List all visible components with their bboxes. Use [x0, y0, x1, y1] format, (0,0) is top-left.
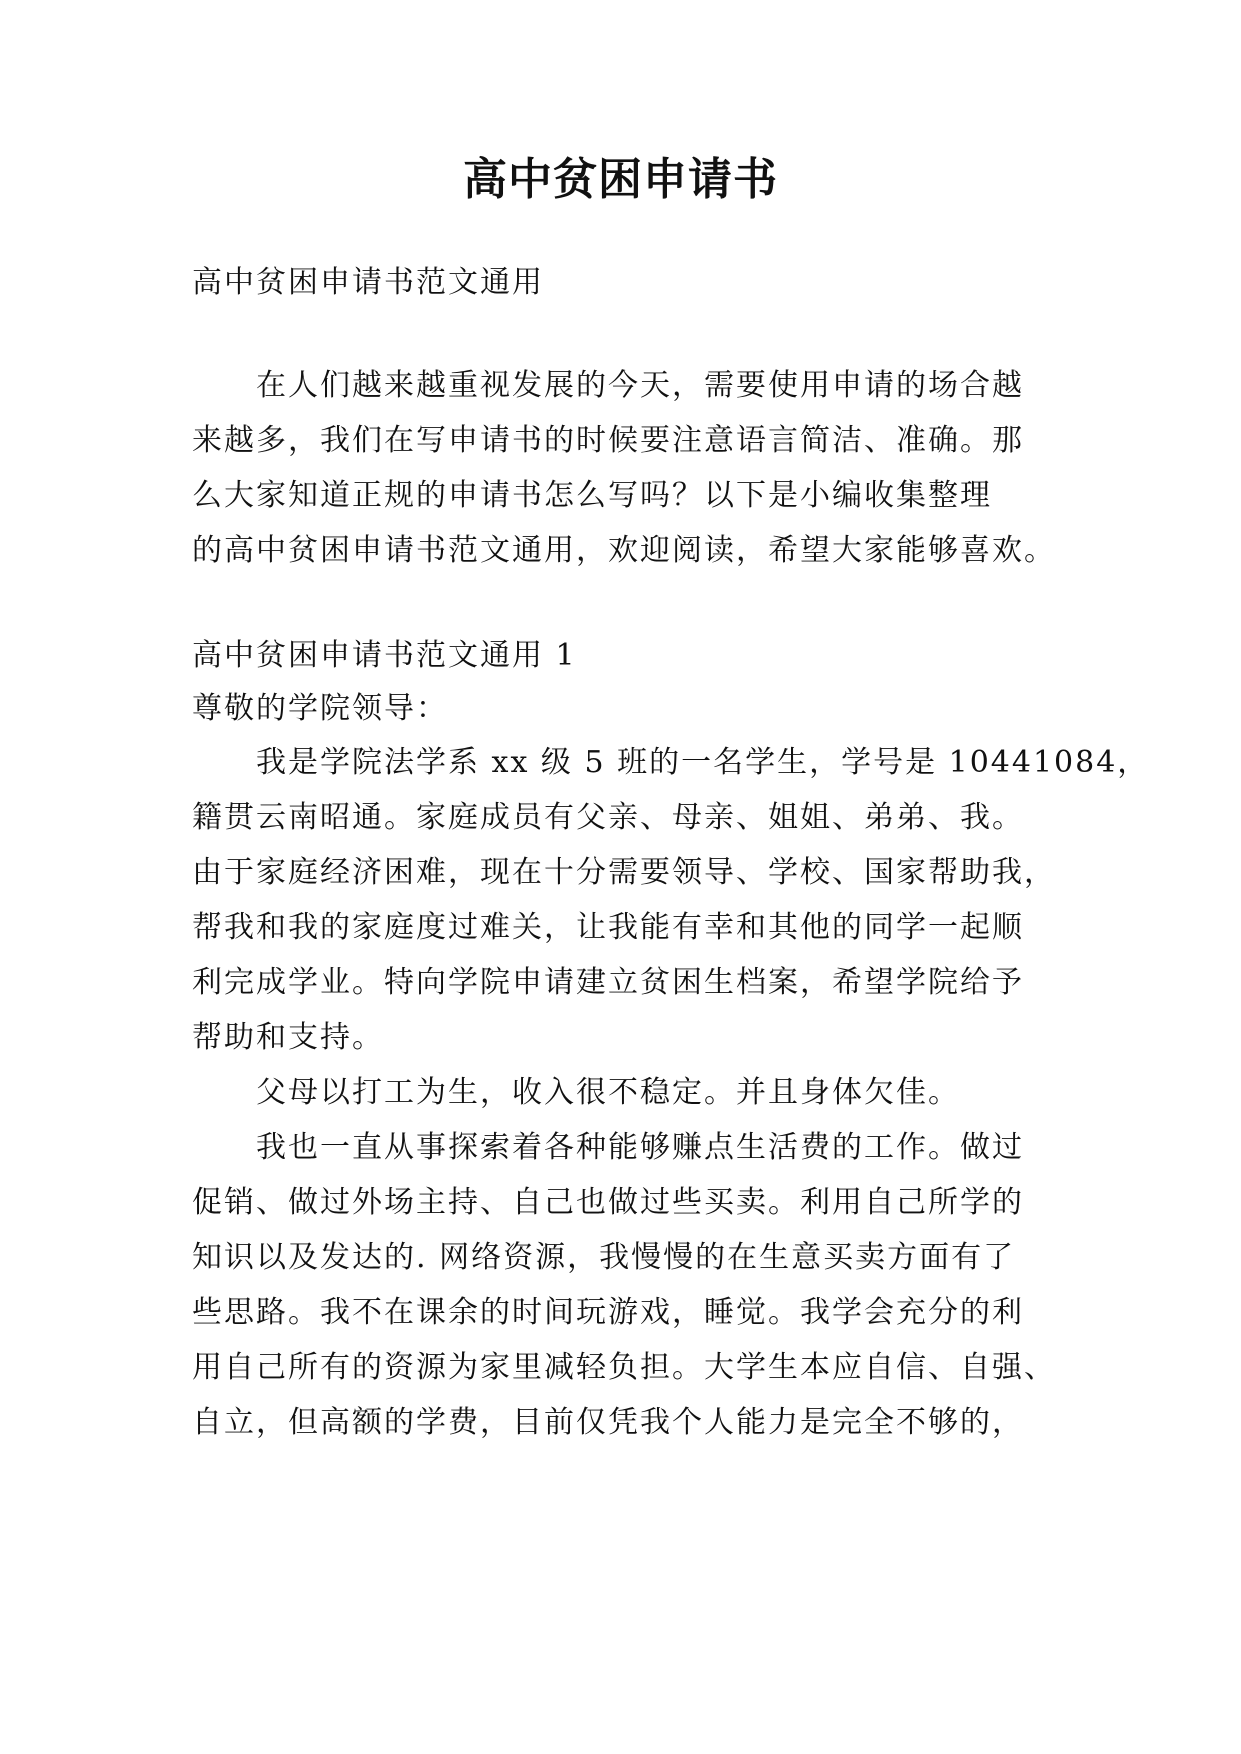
body-line-12: 用自己所有的资源为家里减轻负担。大学生本应自信、自强、 [192, 1350, 1056, 1385]
body-line-7: 父母以打工为生，收入很不稳定。并且身体欠佳。 [256, 1075, 960, 1110]
body-line-5: 利完成学业。特向学院申请建立贫困生档案，希望学院给予 [192, 965, 1024, 1000]
body-line-1: 我是学院法学系 xx 级 5 班的一名学生，学号是 10441084， [256, 745, 1150, 780]
intro-line-1: 在人们越来越重视发展的今天，需要使用申请的场合越 [256, 368, 1024, 403]
body-line-8: 我也一直从事探索着各种能够赚点生活费的工作。做过 [256, 1130, 1024, 1165]
intro-line-4: 的高中贫困申请书范文通用，欢迎阅读，希望大家能够喜欢。 [192, 533, 1056, 568]
intro-line-2: 来越多，我们在写申请书的时候要注意语言简洁、准确。那 [192, 423, 1024, 458]
body-line-10: 知识以及发达的. 网络资源，我慢慢的在生意买卖方面有了 [192, 1240, 1016, 1275]
body-line-11: 些思路。我不在课余的时间玩游戏，睡觉。我学会充分的利 [192, 1295, 1024, 1330]
salutation: 尊敬的学院领导： [192, 691, 448, 726]
body-line-6: 帮助和支持。 [192, 1020, 384, 1055]
body-line-3: 由于家庭经济困难，现在十分需要领导、学校、国家帮助我， [192, 855, 1056, 890]
subtitle: 高中贫困申请书范文通用 [192, 265, 544, 300]
intro-line-3: 么大家知道正规的申请书怎么写吗？以下是小编收集整理 [192, 478, 992, 513]
body-line-2: 籍贯云南昭通。家庭成员有父亲、母亲、姐姐、弟弟、我。 [192, 800, 1024, 835]
body-line-13: 自立，但高额的学费，目前仅凭我个人能力是完全不够的， [192, 1405, 1024, 1440]
body-line-4: 帮我和我的家庭度过难关，让我能有幸和其他的同学一起顺 [192, 910, 1024, 945]
document-title: 高中贫困申请书 [463, 154, 778, 205]
body-line-9: 促销、做过外场主持、自己也做过些买卖。利用自己所学的 [192, 1185, 1024, 1220]
section-heading: 高中贫困申请书范文通用 1 [192, 638, 577, 673]
